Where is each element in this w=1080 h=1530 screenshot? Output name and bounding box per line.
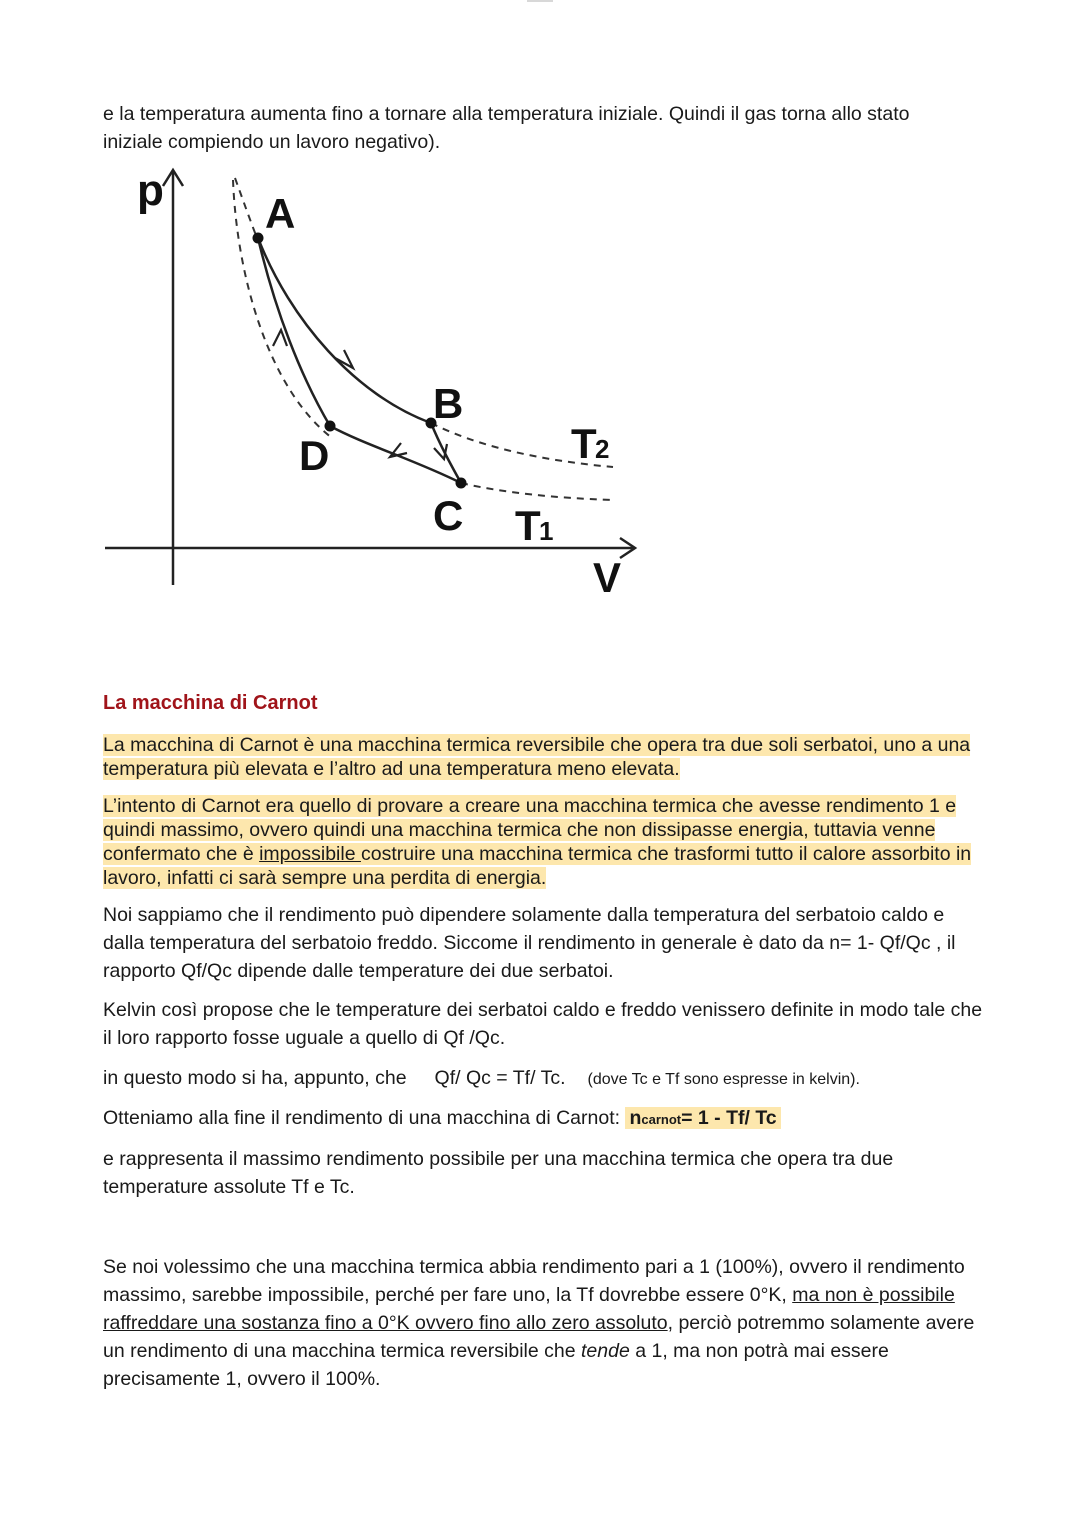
arrow-c-d bbox=[390, 443, 407, 457]
formula-n: n bbox=[629, 1107, 642, 1129]
efficiency-text: Otteniamo alla fine il rendimento di una macchina di Carnot: bbox=[103, 1107, 621, 1129]
arrow-a-b bbox=[335, 350, 353, 368]
paragraph-ratio bbox=[103, 1064, 983, 1094]
isotherm-t2-dashed-top bbox=[235, 178, 257, 238]
highlight-definition: La macchina di Carnot è una macchina termica reversibile che opera tra due soli serbatoi, uno a una temperatura più elevata e l’altro ad una temperatura meno elevata. bbox=[103, 734, 971, 780]
point-d-label: D bbox=[299, 432, 330, 479]
axis-p-label: p bbox=[137, 166, 164, 215]
section-title: La macchina di Carnot bbox=[103, 692, 318, 714]
formula-subscript: carnot bbox=[641, 1112, 682, 1127]
curve-a-b bbox=[258, 238, 431, 423]
paragraph-absolute-zero bbox=[103, 1253, 983, 1393]
axis-v-label: V bbox=[593, 554, 622, 601]
intro-line-1: e la temperatura aumenta fino a tornare alla temperatura iniziale. Quindi il gas torna allo stato bbox=[103, 103, 910, 125]
point-a-dot bbox=[253, 233, 264, 244]
paragraph-carnot-efficiency bbox=[103, 1104, 983, 1134]
point-d-dot bbox=[325, 421, 336, 432]
paragraph-carnot-intent bbox=[103, 794, 983, 890]
italic-tende: tende bbox=[581, 1340, 630, 1362]
paragraph-carnot-definition bbox=[103, 733, 983, 781]
point-b-label: B bbox=[433, 380, 464, 427]
isotherm-t1-subscript: 1 bbox=[539, 516, 554, 546]
isotherm-t2-label: T bbox=[571, 420, 597, 467]
isotherm-t1-dashed-right bbox=[461, 483, 613, 500]
highlight-intent-end: costruire una macchina termica che trasformi tutto il calore assorbito in lavoro, infatti ci sarà sempre una perdita di energia. bbox=[103, 843, 972, 889]
point-c-dot bbox=[456, 478, 467, 489]
absolute-zero-start: Se noi volessimo che una macchina termica abbia rendimento pari a 1 (100%), ovvero il rendimento massimo, sarebbe impossibile, perché per fare uno, la Tf dovrebbe essere 0°K, bbox=[103, 1256, 965, 1306]
absolute-zero-mid: , perciò potremmo solamente avere un rendimento di una macchina termica reversibile che bbox=[103, 1312, 975, 1362]
point-a-label: A bbox=[265, 190, 296, 237]
ratio-text: in questo modo si ha, appunto, che bbox=[103, 1067, 407, 1089]
page-top-mark bbox=[527, 0, 553, 2]
paragraph-kelvin: Kelvin così propose che le temperature dei serbatoi caldo e freddo venissero definite in modo tale che il loro rapporto fosse uguale a quello di Qf /Qc. bbox=[103, 999, 983, 1049]
formula-rest: = 1 - Tf/ Tc bbox=[681, 1107, 777, 1129]
paragraph-efficiency-temperature: Noi sappiamo che il rendimento può dipendere solamente dalla temperatura del serbatoio caldo e dalla temperatura del serbatoio freddo. Siccome il rendimento in generale è dato da n= 1- Qf/Qc , il rapporto Qf/Qc dipende dalle temperature dei due serbatoi. bbox=[103, 904, 956, 982]
carnot-pv-diagram bbox=[95, 160, 655, 610]
intro-line-2: iniziale compiendo un lavoro negativo). bbox=[103, 131, 441, 153]
isotherm-t2-subscript: 2 bbox=[595, 434, 610, 464]
absolute-zero-end: a 1, ma non potrà mai essere precisamente 1, ovvero il 100%. bbox=[103, 1340, 889, 1390]
carnot-efficiency-formula bbox=[625, 1107, 780, 1129]
point-c-label: C bbox=[433, 492, 464, 539]
isotherm-t1-label: T bbox=[515, 502, 541, 549]
ratio-note: (dove Tc e Tf sono espresse in kelvin). bbox=[587, 1071, 860, 1088]
underlined-absolute-zero: ma non è possibile raffreddare una sostanza fino a 0°K ovvero fino allo zero assoluto bbox=[103, 1284, 955, 1334]
curve-d-a bbox=[258, 238, 330, 426]
underlined-impossibile: impossibile bbox=[259, 843, 361, 865]
highlight-intent-start: L’intento di Carnot era quello di provare a creare una macchina termica che avesse rendimento 1 e quindi massimo, ovvero quindi una macchina termica che non dissipasse energia, tuttavia venne confermato che è bbox=[103, 795, 957, 865]
ratio-formula: Qf/ Qc = Tf/ Tc. bbox=[434, 1067, 566, 1089]
paragraph-max-efficiency: e rappresenta il massimo rendimento possibile per una macchina termica che opera tra due temperature assolute Tf e Tc. bbox=[103, 1148, 894, 1198]
